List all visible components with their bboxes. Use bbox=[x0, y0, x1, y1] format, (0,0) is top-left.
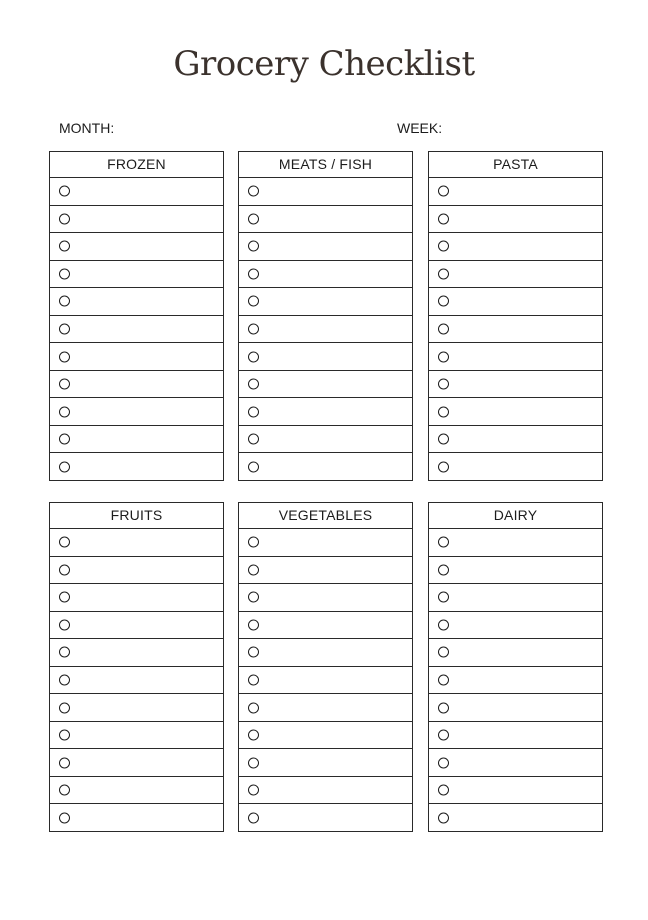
checklist-row[interactable] bbox=[239, 261, 412, 289]
checkbox-circle-icon[interactable] bbox=[248, 324, 259, 335]
checklist-rows bbox=[50, 178, 223, 480]
checkbox-circle-icon[interactable] bbox=[438, 675, 449, 686]
checklist-row[interactable] bbox=[239, 453, 412, 480]
checkbox-circle-icon[interactable] bbox=[248, 730, 259, 741]
checklist-row[interactable] bbox=[50, 206, 223, 234]
checklist-row[interactable] bbox=[50, 722, 223, 750]
checkbox-circle-icon[interactable] bbox=[59, 296, 70, 307]
checkbox-circle-icon[interactable] bbox=[59, 702, 70, 713]
checklist-row[interactable] bbox=[50, 288, 223, 316]
checkbox-circle-icon[interactable] bbox=[59, 730, 70, 741]
checkbox-circle-icon[interactable] bbox=[248, 564, 259, 575]
checkbox-circle-icon[interactable] bbox=[59, 619, 70, 630]
checkbox-circle-icon[interactable] bbox=[248, 296, 259, 307]
checkbox-circle-icon[interactable] bbox=[248, 379, 259, 390]
checkbox-circle-icon[interactable] bbox=[438, 537, 449, 548]
checklist-row[interactable] bbox=[239, 343, 412, 371]
checklist-row[interactable] bbox=[239, 316, 412, 344]
checkbox-circle-icon[interactable] bbox=[59, 785, 70, 796]
checklist-row[interactable] bbox=[239, 557, 412, 585]
category-box-frozen bbox=[49, 151, 224, 481]
checklist-row[interactable] bbox=[239, 426, 412, 454]
checklist-row[interactable] bbox=[429, 804, 602, 831]
category-box-meats-fish bbox=[238, 151, 413, 481]
checklist-row[interactable] bbox=[429, 206, 602, 234]
checklist-row[interactable] bbox=[239, 639, 412, 667]
checkbox-circle-icon[interactable] bbox=[59, 461, 70, 472]
checklist-rows bbox=[239, 529, 412, 831]
checklist-row[interactable] bbox=[239, 584, 412, 612]
checkbox-circle-icon[interactable] bbox=[59, 351, 70, 362]
checklist-row[interactable] bbox=[429, 261, 602, 289]
checklist-row[interactable] bbox=[429, 667, 602, 695]
checkbox-circle-icon[interactable] bbox=[248, 406, 259, 417]
checkbox-circle-icon[interactable] bbox=[59, 379, 70, 390]
checklist-rows bbox=[429, 178, 602, 480]
checklist-row[interactable] bbox=[239, 178, 412, 206]
checklist-row[interactable] bbox=[239, 694, 412, 722]
checkbox-circle-icon[interactable] bbox=[59, 186, 70, 197]
checklist-row[interactable] bbox=[50, 639, 223, 667]
checkbox-circle-icon[interactable] bbox=[438, 564, 449, 575]
checklist-row[interactable] bbox=[429, 398, 602, 426]
checkbox-circle-icon[interactable] bbox=[59, 324, 70, 335]
checklist-row[interactable] bbox=[50, 453, 223, 480]
category-header: DAIRY bbox=[429, 503, 602, 529]
checkbox-circle-icon[interactable] bbox=[438, 461, 449, 472]
checklist-row[interactable] bbox=[429, 288, 602, 316]
checklist-row[interactable] bbox=[50, 371, 223, 399]
checklist-row[interactable] bbox=[50, 749, 223, 777]
checkbox-circle-icon[interactable] bbox=[248, 757, 259, 768]
checkbox-circle-icon[interactable] bbox=[248, 812, 259, 823]
checklist-row[interactable] bbox=[429, 426, 602, 454]
checklist-row[interactable] bbox=[239, 612, 412, 640]
checklist-row[interactable] bbox=[239, 206, 412, 234]
checklist-row[interactable] bbox=[50, 343, 223, 371]
checkbox-circle-icon[interactable] bbox=[438, 406, 449, 417]
checkbox-circle-icon[interactable] bbox=[248, 647, 259, 658]
checkbox-circle-icon[interactable] bbox=[248, 461, 259, 472]
checklist-row[interactable] bbox=[239, 667, 412, 695]
category-box-fruits bbox=[49, 502, 224, 832]
checkbox-circle-icon[interactable] bbox=[59, 592, 70, 603]
checklist-row[interactable] bbox=[50, 178, 223, 206]
checkbox-circle-icon[interactable] bbox=[438, 434, 449, 445]
checkbox-circle-icon[interactable] bbox=[59, 268, 70, 279]
checklist-row[interactable] bbox=[239, 288, 412, 316]
checklist-row[interactable] bbox=[429, 343, 602, 371]
checkbox-circle-icon[interactable] bbox=[248, 434, 259, 445]
checkbox-circle-icon[interactable] bbox=[59, 675, 70, 686]
checklist-row[interactable] bbox=[50, 667, 223, 695]
checklist-row[interactable] bbox=[429, 233, 602, 261]
checkbox-circle-icon[interactable] bbox=[438, 812, 449, 823]
checkbox-circle-icon[interactable] bbox=[248, 213, 259, 224]
checkbox-circle-icon[interactable] bbox=[438, 702, 449, 713]
checklist-rows bbox=[429, 529, 602, 831]
checkbox-circle-icon[interactable] bbox=[59, 406, 70, 417]
checklist-row[interactable] bbox=[50, 316, 223, 344]
category-header: FROZEN bbox=[50, 152, 223, 178]
checklist-row[interactable] bbox=[429, 371, 602, 399]
checkbox-circle-icon[interactable] bbox=[248, 241, 259, 252]
checklist-row[interactable] bbox=[50, 557, 223, 585]
checklist-row[interactable] bbox=[429, 584, 602, 612]
checkbox-circle-icon[interactable] bbox=[438, 619, 449, 630]
category-box-pasta bbox=[428, 151, 603, 481]
checklist-row[interactable] bbox=[50, 233, 223, 261]
checkbox-circle-icon[interactable] bbox=[438, 296, 449, 307]
checklist-row[interactable] bbox=[239, 804, 412, 831]
checkbox-circle-icon[interactable] bbox=[248, 537, 259, 548]
checkbox-circle-icon[interactable] bbox=[59, 434, 70, 445]
checkbox-circle-icon[interactable] bbox=[59, 213, 70, 224]
checklist-row[interactable] bbox=[50, 529, 223, 557]
checklist-row[interactable] bbox=[50, 804, 223, 831]
checklist-row[interactable] bbox=[429, 777, 602, 805]
checklist-row[interactable] bbox=[239, 398, 412, 426]
checkbox-circle-icon[interactable] bbox=[59, 537, 70, 548]
checkbox-circle-icon[interactable] bbox=[59, 757, 70, 768]
checklist-row[interactable] bbox=[429, 453, 602, 480]
checklist-row[interactable] bbox=[429, 316, 602, 344]
checkbox-circle-icon[interactable] bbox=[438, 592, 449, 603]
checkbox-circle-icon[interactable] bbox=[248, 592, 259, 603]
checkbox-circle-icon[interactable] bbox=[248, 268, 259, 279]
checkbox-circle-icon[interactable] bbox=[248, 675, 259, 686]
checkbox-circle-icon[interactable] bbox=[59, 812, 70, 823]
checkbox-circle-icon[interactable] bbox=[59, 564, 70, 575]
checklist-row[interactable] bbox=[239, 722, 412, 750]
category-header: MEATS / FISH bbox=[239, 152, 412, 178]
category-header: VEGETABLES bbox=[239, 503, 412, 529]
checklist-row[interactable] bbox=[50, 777, 223, 805]
checkbox-circle-icon[interactable] bbox=[438, 241, 449, 252]
checklist-row[interactable] bbox=[239, 749, 412, 777]
checkbox-circle-icon[interactable] bbox=[248, 785, 259, 796]
checklist-row[interactable] bbox=[429, 639, 602, 667]
checkbox-circle-icon[interactable] bbox=[438, 730, 449, 741]
checkbox-circle-icon[interactable] bbox=[438, 268, 449, 279]
checklist-row[interactable] bbox=[429, 612, 602, 640]
checklist-row[interactable] bbox=[429, 529, 602, 557]
checkbox-circle-icon[interactable] bbox=[59, 647, 70, 658]
checklist-row[interactable] bbox=[239, 777, 412, 805]
checklist-row[interactable] bbox=[50, 398, 223, 426]
category-header: PASTA bbox=[429, 152, 602, 178]
checkbox-circle-icon[interactable] bbox=[438, 186, 449, 197]
checklist-row[interactable] bbox=[50, 584, 223, 612]
checkbox-circle-icon[interactable] bbox=[248, 186, 259, 197]
checkbox-circle-icon[interactable] bbox=[248, 702, 259, 713]
checkbox-circle-icon[interactable] bbox=[438, 324, 449, 335]
checklist-rows bbox=[50, 529, 223, 831]
month-label: MONTH: bbox=[59, 120, 115, 136]
checklist-rows bbox=[239, 178, 412, 480]
checkbox-circle-icon[interactable] bbox=[248, 351, 259, 362]
checklist-row[interactable] bbox=[50, 426, 223, 454]
checkbox-circle-icon[interactable] bbox=[438, 647, 449, 658]
checklist-row[interactable] bbox=[429, 694, 602, 722]
checklist-row[interactable] bbox=[429, 557, 602, 585]
checkbox-circle-icon[interactable] bbox=[438, 785, 449, 796]
checkbox-circle-icon[interactable] bbox=[438, 213, 449, 224]
checklist-row[interactable] bbox=[50, 261, 223, 289]
category-box-vegetables bbox=[238, 502, 413, 832]
checklist-row[interactable] bbox=[429, 749, 602, 777]
category-header: FRUITS bbox=[50, 503, 223, 529]
checklist-row[interactable] bbox=[50, 612, 223, 640]
checklist-row[interactable] bbox=[239, 529, 412, 557]
page-title: Grocery Checklist bbox=[173, 44, 475, 84]
checklist-row[interactable] bbox=[239, 233, 412, 261]
checkbox-circle-icon[interactable] bbox=[438, 351, 449, 362]
checklist-row[interactable] bbox=[239, 371, 412, 399]
checkbox-circle-icon[interactable] bbox=[438, 379, 449, 390]
category-box-dairy bbox=[428, 502, 603, 832]
checklist-row[interactable] bbox=[429, 178, 602, 206]
checkbox-circle-icon[interactable] bbox=[438, 757, 449, 768]
checkbox-circle-icon[interactable] bbox=[248, 619, 259, 630]
checklist-row[interactable] bbox=[429, 722, 602, 750]
week-label: WEEK: bbox=[397, 120, 443, 136]
checklist-row[interactable] bbox=[50, 694, 223, 722]
checkbox-circle-icon[interactable] bbox=[59, 241, 70, 252]
